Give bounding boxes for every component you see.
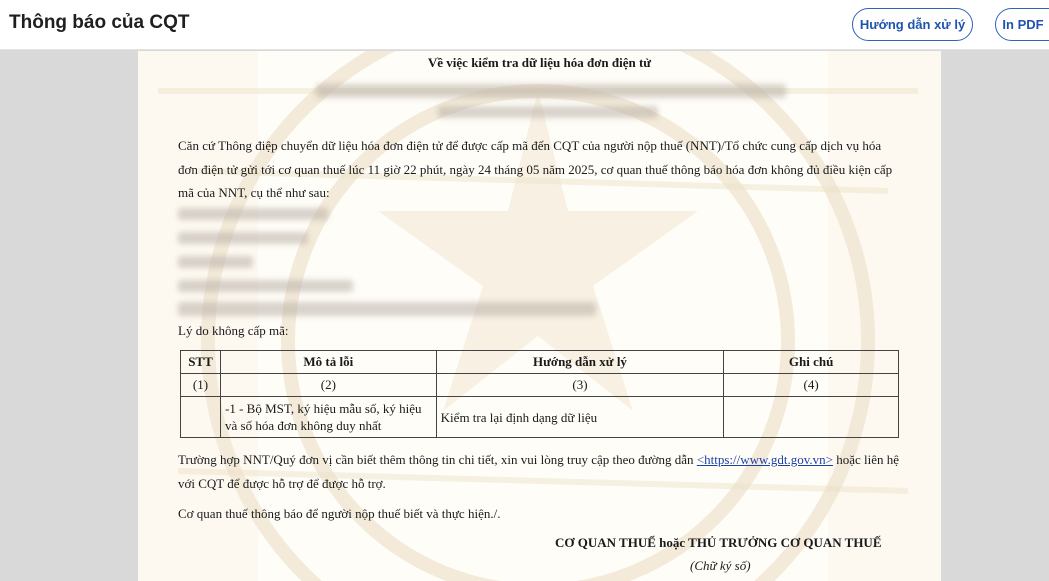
redacted-company-line — [316, 84, 786, 98]
contact-paragraph — [178, 448, 903, 495]
page-title: Thông báo của CQT — [9, 12, 190, 33]
signature-title: CƠ QUAN THUẾ hoặc THỦ TRƯỞNG CƠ QUAN THUẾ — [555, 535, 882, 550]
signature-note: (Chữ ký số) — [690, 558, 751, 573]
table-col-number: (1) — [181, 374, 221, 397]
table-row — [181, 397, 899, 438]
redacted-field-1 — [178, 208, 328, 220]
gdt-link[interactable]: <https://www.gdt.gov.vn> — [696, 452, 833, 467]
error-table — [180, 350, 899, 438]
table-header-stt: STT — [181, 351, 221, 374]
table-header-error: Mô tả lỗi — [220, 351, 436, 374]
table-col-number: (4) — [724, 374, 899, 397]
redacted-field-3 — [178, 256, 253, 268]
table-header-note: Ghi chú — [724, 351, 899, 374]
redacted-field-4 — [178, 280, 353, 292]
reason-label: Lý do không cấp mã: — [178, 323, 289, 338]
print-pdf-button[interactable]: In PDF — [995, 8, 1049, 41]
redacted-field-2 — [178, 232, 308, 244]
document-title: Về việc kiểm tra dữ liệu hóa đơn điện tử — [427, 55, 652, 70]
redacted-field-5 — [178, 302, 596, 316]
closing-text: Cơ quan thuế thông báo để người nộp thuế biết và thực hiện./. — [178, 506, 501, 521]
row-error-description: -1 - Bộ MST, ký hiệu mẫu số, ký hiệu và số hóa đơn không duy nhất — [220, 397, 436, 438]
table-col-number: (2) — [220, 374, 436, 397]
contact-text: Trường hợp NNT/Quý đơn vị cần biết thêm thông tin chi tiết, xin vui lòng truy cập theo đường dẫn — [178, 452, 697, 467]
row-note — [724, 397, 899, 438]
redacted-tax-code-line — [438, 106, 658, 118]
contact-text-end: hoặc liên hệ với CQT để được hỗ trợ để được hỗ trợ. — [178, 452, 899, 491]
guide-button[interactable]: Hướng dẫn xử lý — [852, 8, 973, 41]
row-stt — [181, 397, 221, 438]
table-col-number: (3) — [436, 374, 724, 397]
document-page — [138, 51, 941, 581]
row-guide: Kiểm tra lại định dạng dữ liệu — [436, 397, 724, 438]
intro-paragraph: Căn cứ Thông điệp chuyển dữ liệu hóa đơn điện tử để được cấp mã đến CQT của người nộp thuế (NNT)/Tổ chức cung cấp dịch vụ hóa đơn điện tử gửi tới cơ quan thuế lúc 11 giờ 22 phút, ngày 24 tháng 05 năm 2025, cơ quan thuế thông báo hóa đơn không đủ điều kiện cấp mã của NNT, cụ thể như sau: — [178, 138, 893, 200]
table-header-guide: Hướng dẫn xử lý — [436, 351, 724, 374]
top-bar — [0, 0, 1049, 50]
